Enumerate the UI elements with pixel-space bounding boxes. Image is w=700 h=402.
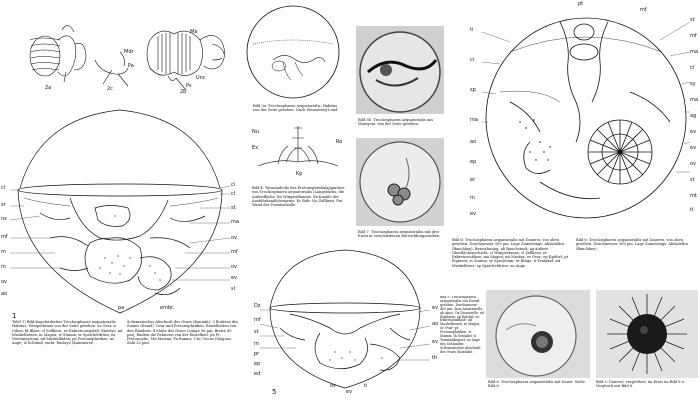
rfig-top-mf: mf: [640, 7, 647, 13]
caption-fig6: Bild 6: Trochosphaera aequatorialis mit Dauerei, von oben gesehen. Durchmesser 500 µm. Lage Zumetrings. Ablastelles (Bauchkey). Bezeichnung: ab Bauchstock; ag äußere Oberflächenschicht; ci Wimperkranz; cl Zellkern; ev Exkretionsblase; ma Magen; mt Mastax; ov Ovar; ep Epithel; pt Pigment; st Stamm; sy Syncytium; er Ringe; ti Tentakel; mf Muskelfaser; sp Speicheldrüse; ao Auge.: [452, 238, 569, 268]
figure-1-drawing: [0, 108, 240, 318]
fig5-label-r1: ao: [432, 321, 439, 327]
rfig-right-2: ma: [690, 49, 698, 55]
fig1-label-r3: ma: [231, 219, 239, 225]
fig2c-label-ma: Ma: [190, 29, 198, 35]
caption-fig4: Bild 4: Terminalteile des Protonephridialapparates von Trochosphaera aequatorialis (Längsbuchs, die Außenfläche. Ro Wimperflamme. Ex Kanäle der Ausführkanälchenarms. Kr Bulv. Nu Zellkern. Pm Wand der Terminalzelle.: [252, 186, 345, 208]
fig5-number: 5: [272, 388, 277, 396]
caption-fig1: Tafel 1) Bild Kugelrädertier Trochosphaera aequatorialis. Habitus. Wimperkranz von der Seite gesehen. ov Ovar, ci Cilien; bl Blase; cl Zellkern; ev Exkretionsgefäß; Embryo, mf Muskelfasern; m Magen; st Stamm; sr Speicheldrüse; ns Nervensystem; mf Muskelfäden; pa Protonephridien; ao Auge; sl Schlund; embr. Embryo (Kammerei).: [12, 320, 123, 346]
fig1-number: 1: [12, 312, 17, 320]
rfig-left-3: ma: [470, 117, 478, 123]
figure-7-photo: [356, 138, 444, 226]
rfig-left-6: er: [470, 177, 476, 183]
rfig-right-1: mf: [690, 33, 697, 39]
fig5-label-l0: Dz: [254, 303, 261, 309]
rfig-left-8: ev: [470, 211, 477, 217]
rfig-top-pt: pt: [578, 1, 584, 7]
caption-fig7: Bild 7: Trochosphaera aequatorialis mit drei Eiern in verschiedenen Entwicklungsstadien.: [358, 230, 441, 239]
rfig-left-4: ao: [470, 139, 477, 145]
fig2c-label-pa: Pa: [128, 63, 134, 69]
fig4-letter-kp: Kp: [296, 171, 303, 177]
fig5-label-r0: ev: [432, 305, 439, 311]
fig1-label-r6: ov: [231, 264, 238, 270]
rfig-right-11: mt: [690, 193, 697, 199]
fig1-label-l4: m: [1, 249, 6, 255]
fig5-label-l5: ep: [254, 361, 261, 367]
rfig-left-2: sp: [470, 87, 476, 93]
fig1-label-b0: pa: [118, 305, 125, 311]
fig4-letter-ex: Ex: [252, 145, 259, 151]
fig2c-label-ps: Ps: [186, 83, 192, 89]
figure-9-photo: [596, 290, 698, 378]
rfig-right-3: cl: [690, 65, 695, 71]
fig5-label-l2: st: [254, 329, 259, 335]
rfig-right-9: ov: [690, 161, 697, 167]
rfig-right-8: ev: [690, 145, 697, 151]
fig5-label-b2: ti: [364, 383, 368, 389]
fig1-label-r4: ov: [231, 235, 238, 241]
fig1-label-l0: cl: [1, 185, 6, 191]
fig1-label-r2: st: [231, 205, 236, 211]
fig1-label-l1: sr: [1, 202, 6, 208]
fig1-label-l2: ns: [1, 216, 7, 222]
fig1-label-l3: mf: [1, 234, 8, 240]
fig5-label-l4: pr: [254, 351, 260, 357]
fig1-label-l5: m: [1, 264, 6, 270]
fig1-label-r7: ev: [231, 275, 238, 281]
fig5-label-l3: m: [254, 341, 259, 347]
fig5-label-l1: mf: [254, 317, 261, 323]
fig1-label-l6: ov: [1, 279, 8, 285]
caption-fig1b: Schematischer Abschnitt des Ovars (Kontakt). 3 Rotifera des Sinnes (Kanal). Ovar und Protonephridien, Einzelheiten von den Rändern. 4 Maße des Ovars (Länge 96 µm, Breite 49 µm); Radien die Faktoren von der Einzelheit. pa Ft. Protonephr.; Ma Mastax; Pa Ramus; Unc Uncus (Magnus Zahl 20 µm).: [127, 320, 239, 346]
fig2b-tag: 2b: [180, 89, 187, 95]
rfig-right-7: ev: [690, 129, 697, 135]
rfig-right-4: sy: [690, 81, 696, 87]
rfig-right-5: ma: [690, 97, 698, 103]
fig1-label-l7: ao: [1, 291, 8, 297]
fig1-label-r5: mf: [231, 249, 238, 255]
fig1-label-r8: sl: [231, 286, 235, 292]
fig2c-label-mdr: Mdr: [124, 49, 134, 55]
rfig-right-10: st: [690, 177, 695, 183]
rfig-left-0: ti: [470, 27, 474, 33]
fig4-letter-nu: Nu: [252, 129, 259, 135]
figure-3b-photo: [356, 26, 444, 114]
rfig-right-0: st: [690, 17, 695, 23]
fig2c-label-unc: Unc: [196, 75, 206, 81]
fig5-label-l6: ed: [254, 371, 261, 377]
fig5-label-r2: ev: [432, 339, 439, 345]
caption-fig8: Bild 8: Trochosphaera aequatorialis mit Dauer. Siehe Bild 6.: [488, 380, 585, 389]
fig5-label-b1: ev: [346, 389, 353, 395]
caption-fig3b: Bild 3b: Trochosphaera aequatorialis aus Marayvia, von der Seite gesehen.: [358, 118, 434, 127]
fig2c-tag: 2c: [107, 86, 113, 92]
rfig-right-6: ag: [690, 113, 697, 119]
rfig-left-1: ci: [470, 57, 475, 63]
figure-8-photo: [486, 290, 590, 378]
caption-fig3a: Bild 3a: Trochosphaera aequatorialis. Habitus von der Seite gesehen. Nach Wesenberg-Lund.: [253, 104, 339, 113]
fig1-label-r1: cl: [231, 191, 236, 197]
caption-fig6-short: Bild 6: Trochosphaera aequatorialis mit Dauerei, von oben gesehen. Durchmesser 500 µm. Lage Zumetrings. Ablastelles (Bauchkey).: [576, 238, 689, 251]
fig5-label-b0: ov: [330, 383, 337, 389]
figure-4-drawing: [248, 118, 348, 178]
rfig-right-12: ti: [690, 207, 694, 213]
fig4-letter-ro: Ro: [336, 139, 343, 145]
caption-fig5: Bild 5: Trochosphaera aequatorialis von Dorsal gesehen. Durchmesser 400 µm. Zum Ansatzstelle: ab Anus; Dz Dauerzelle; ed Enddarm; ep Epithel; ev Exkretionsblase; mf Muskelfasern; m Magen; ov Ovar; pr Protonephridien; st Stamm; th Tentakel; ti Terminalkapsel; ao Auge des Schlundes; Schematischer Abschnitt des Ovars (Kontakt).: [440, 296, 484, 354]
fig5-label-r3: th: [432, 355, 438, 361]
rfig-left-7: m: [470, 195, 475, 201]
rfig-left-5: ep: [470, 159, 477, 165]
figure-2-drawing: [0, 0, 240, 105]
caption-fig9: Bild 9: Dauerei, vergrößert, im Kreis im Bild 6 u. Vergleich mit Bild 8.: [596, 380, 686, 389]
figure-3a-drawing: [243, 2, 343, 102]
fig1-label-b1: embr.: [160, 305, 175, 311]
figure-5-drawing: [250, 248, 440, 398]
fig2a-tag: 2a: [45, 85, 52, 91]
fig1-label-r0: ci: [231, 182, 236, 188]
